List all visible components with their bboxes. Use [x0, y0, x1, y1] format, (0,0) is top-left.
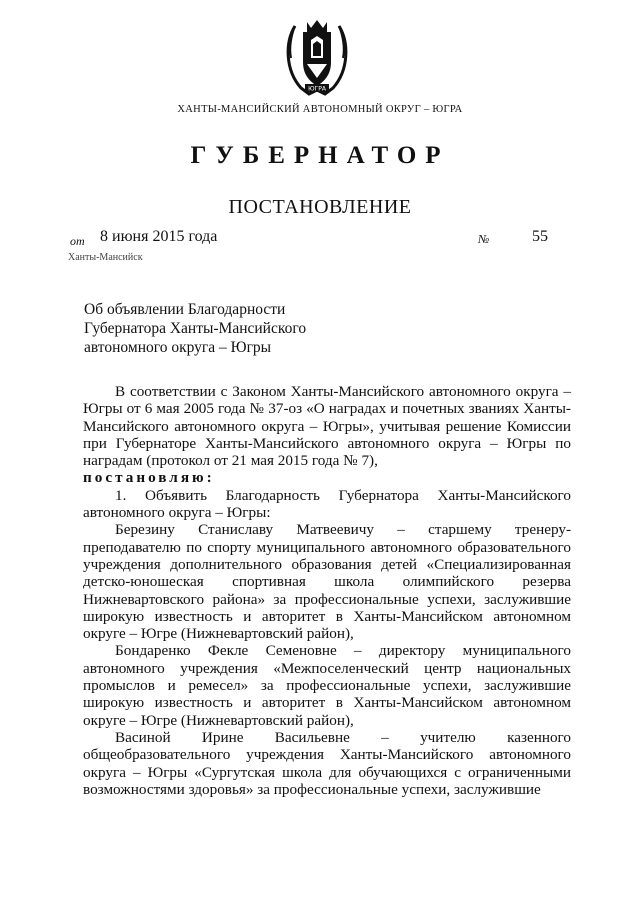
document-number: 55 [532, 228, 548, 245]
person-paragraph: Васиной Ирине Васильевне – учителю казенного общеобразовательного учреждения Ханты-Мансийского автономного округа – Югры «Сургутская школа для обучающихся с ограниченными возможностями здоровья» за профессиональные успехи, заслужившие [83, 728, 571, 798]
document-city: Ханты-Мансийск [68, 252, 143, 263]
person-paragraph: Бондаренко Фекле Семеновне – директору муниципального автономного учреждения «Межпоселенческий центр национальных промыслов и ремесел» за профессиональные успехи, заслужившие широкую известность и авторитет в Ханты-Мансийском автономном округе – Югре (Нижневартовский район), [83, 642, 571, 729]
subject-line: автономного округа – Югры [84, 339, 272, 356]
document-subject [84, 300, 384, 357]
resolve-word: постановляю: [83, 469, 215, 487]
document-type: ПОСТАНОВЛЕНИЕ [228, 196, 412, 218]
preamble-paragraph [83, 383, 571, 469]
authority-title: ГУБЕРНАТОР [190, 142, 450, 169]
number-label: № [478, 232, 490, 246]
document-body [83, 383, 571, 798]
item-paragraph: 1. Объявить Благодарность Губернатора Ханты-Мансийского автономного округа – Югры: [83, 486, 571, 522]
preamble-text: В соответствии с Законом Ханты-Мансийского автономного округа – Югры от 6 мая 2005 года № 37-оз «О наградах и почетных званиях Ханты-Мансийского автономного округа – Югры», учитывая решение Комиссии при Губернаторе Ханты-Мансийского автономного округа – Югры по наградам (протокол от 21 мая 2015 года № 7), [83, 383, 571, 470]
khmao-coat-of-arms-icon [283, 18, 351, 100]
document-date: 8 июня 2015 года [100, 228, 218, 245]
emblem-caption: ЮГРА [308, 85, 326, 93]
resolve-paragraph [83, 469, 571, 486]
coat-of-arms-icon [283, 18, 351, 100]
subject-line: Губернатора Ханты-Мансийского [84, 320, 307, 337]
person-paragraph: Березину Станиславу Матвеевичу – старшему тренеру-преподавателю по спорту муниципального автономного образовательного учреждения дополнительного образования детей «Специализированная детско-юношеская спортивная школа олимпийского резерва Нижневартовского района» за профессиональные успехи, заслужившие широкую известность и авторитет в Ханты-Мансийском автономном округе – Югре (Нижневартовский район), [83, 521, 571, 643]
region-name: ХАНТЫ-МАНСИЙСКИЙ АВТОНОМНЫЙ ОКРУГ – ЮГРА [177, 104, 463, 115]
date-prefix: от [70, 234, 85, 248]
subject-line: Об объявлении Благодарности [84, 301, 286, 318]
